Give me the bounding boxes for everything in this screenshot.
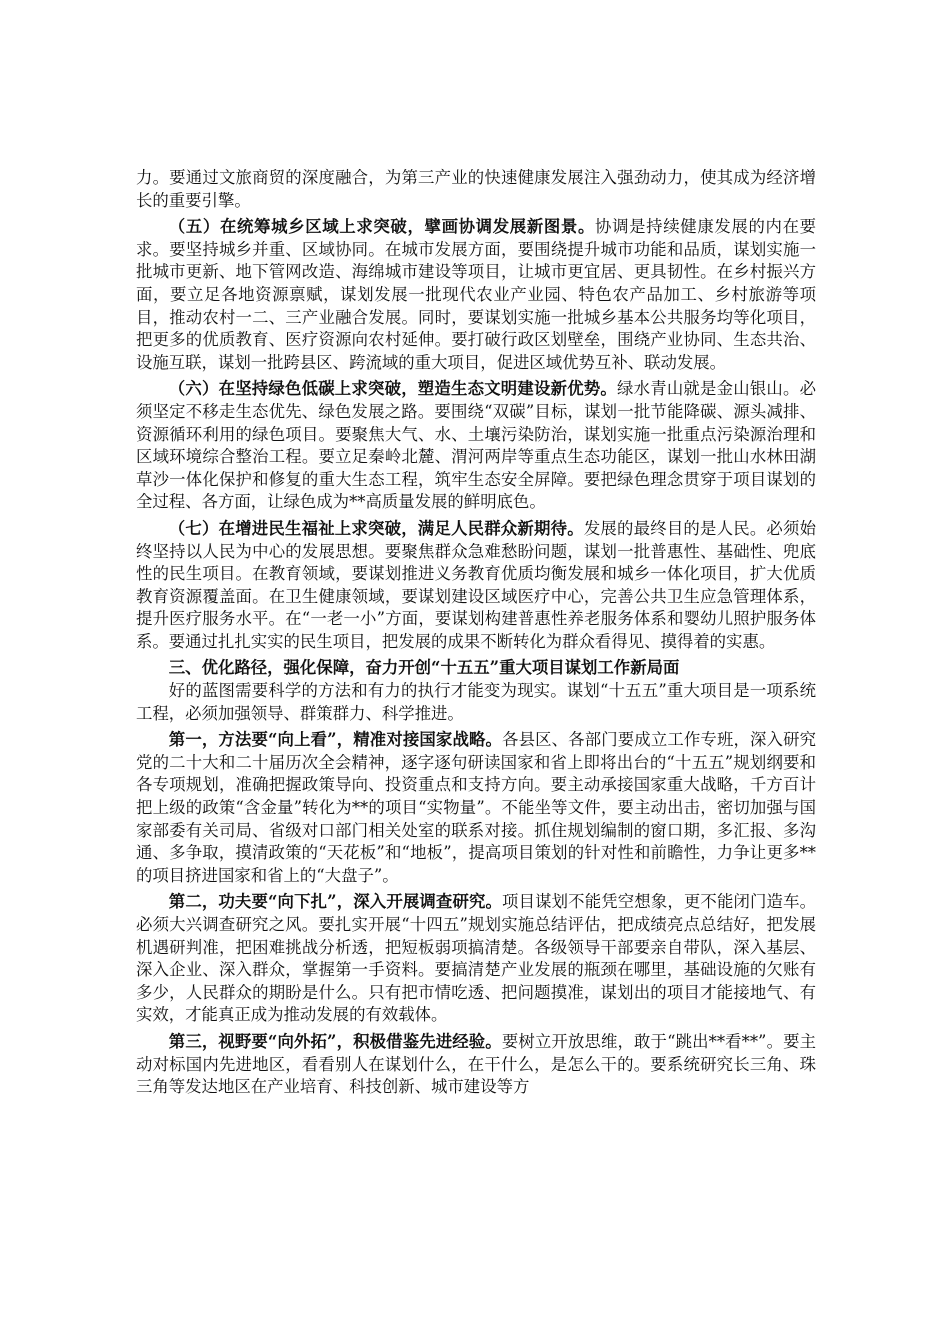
- paragraph-continuation: 力。要通过文旅商贸的深度融合，为第三产业的快速健康发展注入强劲动力，使其成为经济增长的重要引擎。: [136, 168, 816, 210]
- paragraph-text: 项目谋划不能凭空想象，更不能闭门造车。必须大兴调查研究之风。要扎实开展“十四五”规划实施总结评估，把成绩亮点总结好，把发展机遇研判准，把困难挑战分析透，把短板弱项搞清楚。各级领导干部要亲自带队，深入基层、深入企业、深入群众，掌握第一手资料。要搞清楚产业发展的瓶颈在哪里，基础设施的欠账有多少，人民群众的期盼是什么。只有把市情吃透、把问题摸准，谋划出的项目才能接地气、有实效，才能真正成为推动发展的有效载体。: [136, 892, 817, 1025]
- paragraph-heading: （六）在坚持绿色低碳上求突破，塑造生态文明建设新优势。: [168, 379, 618, 399]
- paragraph-heading: （五）在统筹城乡区域上求突破，擘画协调发展新图景。: [168, 217, 596, 237]
- paragraph-heading: 第二，功夫要“向下扎”，深入开展调查研究。: [168, 892, 503, 912]
- section-title: 三、优化路径，强化保障，奋力开创“十五五”重大项目谋划工作新局面: [168, 658, 680, 678]
- paragraph-heading: 第一，方法要“向上看”，精准对接国家战略。: [168, 730, 503, 750]
- paragraph-text: 协调是持续健康发展的内在要求。要坚持城乡并重、区域协同。在城市发展方面，要围绕提升城市功能和品质，谋划实施一批城市更新、地下管网改造、海绵城市建设等项目，让城市更宜居、更具韧性。在乡村振兴方面，要立足各地资源禀赋，谋划发展一批现代农业产业园、特色农产品加工、乡村旅游等项目，推动农村一二、三产业融合发展。同时，要谋划实施一批城乡基本公共服务均等化项目，把更多的优质教育、医疗资源向农村延伸。要打破行政区划壁垒，围绕产业协同、生态共治、设施互联，谋划一批跨县区、跨流域的重大项目，促进区域优势互补、联动发展。: [136, 217, 817, 372]
- paragraph-text: 要树立开放思维，敢于“跳出**看**”。要主动对标国内先进地区，看看别人在谋划什么，在干什么，是怎么干的。要系统研究长三角、珠三角等发达地区在产业培育、科技创新、城市建设等方: [136, 1031, 816, 1097]
- document-body: [136, 167, 816, 1099]
- paragraph-dig-downward: [136, 891, 816, 1027]
- paragraph-green-low-carbon: [136, 378, 816, 514]
- paragraph-look-upward: [136, 729, 816, 887]
- paragraph-heading: （七）在增进民生福祉上求突破，满足人民群众新期待。: [168, 518, 584, 538]
- paragraph-livelihood: [136, 518, 816, 654]
- paragraph-heading: 第三，视野要“向外拓”，积极借鉴先进经验。: [168, 1031, 502, 1051]
- paragraph-expand-outward: [136, 1031, 816, 1099]
- paragraph-urban-rural-coordination: [136, 216, 816, 374]
- paragraph-text: 发展的最终目的是人民。必须始终坚持以人民为中心的发展思想。要聚焦群众急难愁盼问题，谋划一批普惠性、基础性、兜底性的民生项目。在教育领域，要谋划推进义务教育优质均衡发展和城乡一体化项目，扩大优质教育资源覆盖面。在卫生健康领域，要谋划建设区域医疗中心，完善公共卫生应急管理体系，提升医疗服务水平。在“一老一小”方面，要谋划构建普惠性养老服务体系和婴幼儿照护服务体系。要通过扎扎实实的民生项目，把发展的成果不断转化为群众看得见、摸得着的实惠。: [136, 518, 817, 651]
- paragraph-text: 绿水青山就是金山银山。必须坚定不移走生态优先、绿色发展之路。要围绕“双碳”目标，谋划一批节能降碳、源头减排、资源循环利用的绿色项目。要聚焦大气、水、土壤污染防治，谋划实施一批重点污染源治理和区域环境综合整治工程。要立足秦岭北麓、渭河两岸等重点生态功能区，谋划一批山水林田湖草沙一体化保护和修复的重大生态工程，筑牢生态安全屏障。要把绿色理念贯穿于项目谋划的全过程、各方面，让绿色成为**高质量发展的鲜明底色。: [136, 379, 817, 512]
- paragraph-blueprint: 好的蓝图需要科学的方法和有力的执行才能变为现实。谋划“十五五”重大项目是一项系统工程，必须加强领导、群策群力、科学推进。: [136, 681, 816, 723]
- paragraph-text: 各县区、各部门要成立工作专班，深入研究党的二十大和二十届历次全会精神，逐字逐句研读国家和省上即将出台的“十五五”规划纲要和各专项规划，准确把握政策导向、投资重点和支持方向。要主动承接国家重大战略，千方百计把上级的政策“含金量”转化为**的项目“实物量”。不能坐等文件，要主动出击，密切加强与国家部委有关司局、省级对口部门相关处室的联系对接。抓住规划编制的窗口期，多汇报、多沟通、多争取，摸清政策的“天花板”和“地板”，提高项目策划的针对性和前瞻性，力争让更多**的项目挤进国家和省上的“大盘子”。: [136, 730, 817, 885]
